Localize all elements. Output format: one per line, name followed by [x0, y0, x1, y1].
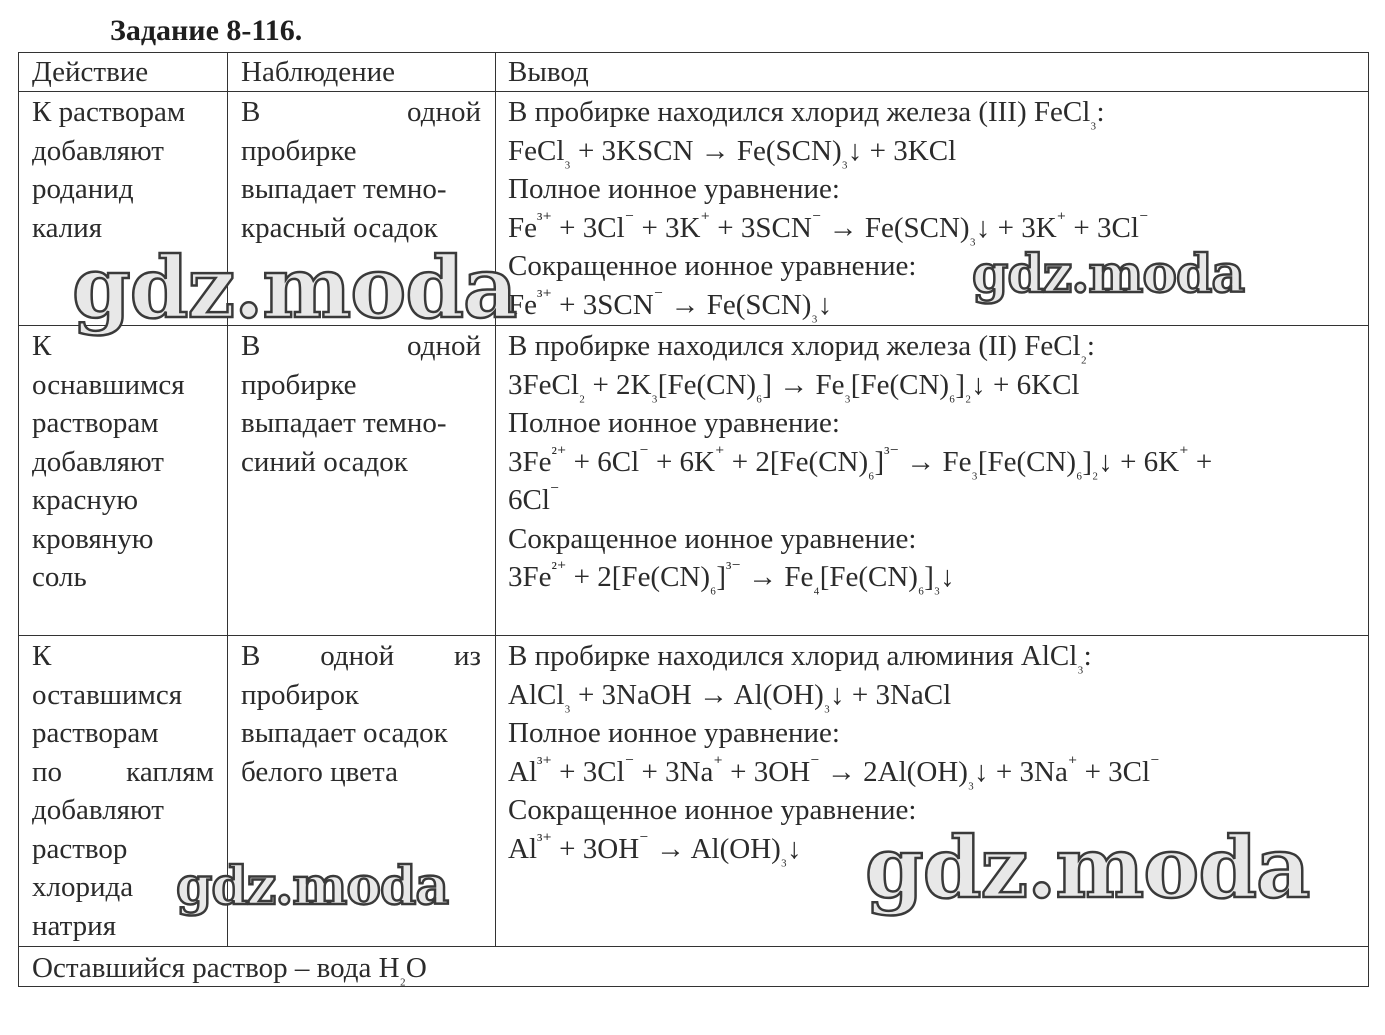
- short-ionic-equation: $3Fe^{^2^+} + 2[Fe(CN)_{_6}]^{^3^-}$ → $Fe_{_4}[Fe(CN)_{_6}]_{_3}↓$: [508, 558, 955, 595]
- row2-observation: В одной пробирке выпадает темно- синий осадок: [241, 330, 481, 478]
- column-divider: [495, 53, 496, 946]
- column-divider: [227, 53, 228, 946]
- footer-divider: [19, 946, 1368, 947]
- full-ionic-equation: $3Fe^{^2^+} + 6Cl^{^-} + 6K^{^+} + 2[Fe(CN)_{_6}]^{^3^-}$ → $Fe_{_3}[Fe(CN)_{_6}]_{_2}↓ + 6K^{^+}$ +: [508, 442, 1213, 480]
- row-divider: [19, 325, 1368, 326]
- header-observation: Наблюдение: [241, 56, 396, 88]
- task-title: Задание 8-116.: [110, 14, 303, 47]
- short-ionic-label: Сокращенное ионное уравнение:: [508, 794, 917, 826]
- full-ionic-label: Полное ионное уравнение:: [508, 717, 840, 749]
- watermark-logo: gdz.moda: [865, 818, 1310, 917]
- watermark-logo: gdz.moda: [72, 238, 517, 337]
- row1-observation: В одной пробирке выпадает темно- красный осадок: [241, 96, 481, 244]
- row3-action: К оставшимся растворам по каплям добавляют раствор хлорида натрия: [32, 640, 214, 942]
- row1-conclusion: [508, 93, 1358, 324]
- full-ionic-equation: $Fe^{^3^+} + 3Cl^{^-} + 3K^{^+} + 3SCN^{^-}$ → $Fe(SCN)_{_3}↓ + 3K^{^+} + 3Cl^{^-}$: [508, 208, 1149, 246]
- full-ionic-label: Полное ионное уравнение:: [508, 407, 840, 439]
- watermark-logo: gdz.moda: [176, 856, 449, 917]
- short-ionic-equation: $Fe^{^3^+} + 3SCN^{^-}$ → $Fe(SCN)_{_3}↓$: [508, 285, 833, 323]
- row1-action: К растворам добавляют роданид калия: [32, 96, 186, 244]
- full-ionic-equation: $Al^{^3^+} + 3Cl^{^-} + 3Na^{^+} + 3OH^{^-}$ → $2Al(OH)_{_3}↓ + 3Na^{^+} + 3Cl^{^-}$: [508, 752, 1160, 790]
- results-table: [18, 52, 1369, 987]
- molecular-equation: AlCl$_{_3}$ + 3NaOH → $Al(OH)_{_3}↓$ + 3NaCl: [508, 678, 952, 713]
- header-conclusion: Вывод: [508, 56, 589, 88]
- full-ionic-label: Полное ионное уравнение:: [508, 173, 840, 205]
- molecular-equation: FeCl$_{_3}$ + 3KSCN → $Fe(SCN)_{_3}↓ + 3KCl$: [508, 134, 957, 169]
- row-divider: [19, 635, 1368, 636]
- short-ionic-label: Сокращенное ионное уравнение:: [508, 250, 917, 282]
- row3-observation: В одной из пробирок выпадает осадок белого цвета: [241, 640, 481, 788]
- footer-note: Оставшийся раствор – вода $H_{_2}O$: [32, 952, 427, 986]
- conclusion-heading: В пробирке находился хлорид железа (III) FeCl$_{_3}$:: [508, 96, 1105, 130]
- short-ionic-equation: $Al^{^3^+} + 3OH^{^-}$ → $Al(OH)_{_3}↓$: [508, 829, 802, 867]
- watermark-logo: gdz.moda: [972, 244, 1245, 305]
- conclusion-heading: В пробирке находился хлорид алюминия AlCl$_{_3}$:: [508, 640, 1092, 674]
- full-ionic-equation-cont: 6Cl⁻: [508, 481, 560, 516]
- molecular-equation: 3FeCl$_{_2}$ + $2K_{_3}[Fe(CN)_{_6}]$ → $Fe_{_3}[Fe(CN)_{_6}]_{_2}↓ + 6KCl$: [508, 368, 1080, 403]
- header-action: Действие: [32, 56, 149, 88]
- row3-conclusion: [508, 637, 1358, 868]
- conclusion-heading: В пробирке находился хлорид железа (II) FeCl$_{_2}$:: [508, 330, 1095, 364]
- row2-conclusion: [508, 327, 1358, 597]
- row2-action: К оснавшимся растворам добавляют красную кровяную соль: [32, 330, 185, 593]
- short-ionic-label: Сокращенное ионное уравнение:: [508, 522, 917, 555]
